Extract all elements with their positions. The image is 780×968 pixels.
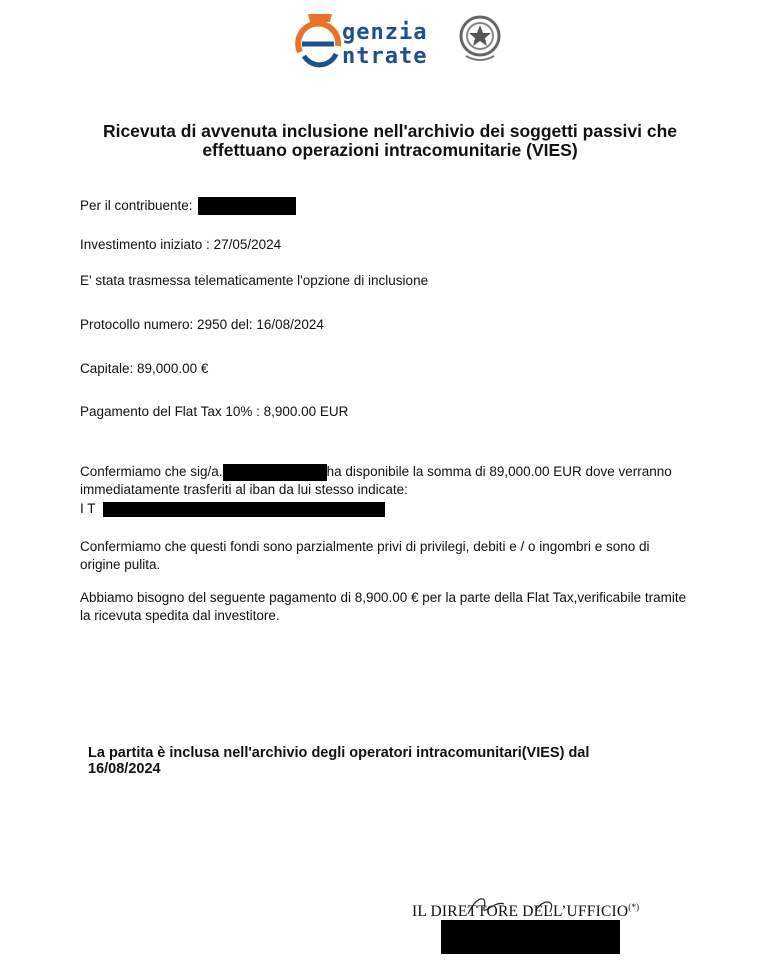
- contribuente-label: Per il contribuente:: [80, 198, 193, 213]
- director-signature: [412, 902, 639, 921]
- agenzia-entrate-logo-icon: [290, 10, 350, 70]
- fondi-puliti-paragraph: Confermiamo che questi fondi sono parzialmente privi di privilegi, debiti e / o ingombri e sono di origine pulita.: [80, 539, 650, 572]
- redacted-director-name: [441, 920, 620, 954]
- redacted-beneficiary-name: [223, 464, 327, 481]
- investimento-line: Investimento iniziato : 27/05/2024: [80, 237, 282, 252]
- pagamento-richiesto-paragraph: Abbiamo bisogno del seguente pagamento di 8,900.00 € per la parte della Flat Tax,verificabile tramite la ricevuta spedita dal investitore.: [80, 590, 687, 623]
- redacted-iban: [103, 502, 385, 517]
- trasmessa-line: E' stata trasmessa telematicamente l'opzione di inclusione: [80, 273, 429, 288]
- contribuente-line: [80, 197, 296, 215]
- signature-text: IL DIRETTORE DELL’UFFICIO: [412, 903, 629, 921]
- conferma-suffix: ha disponibile la somma di 89,000.00 EUR dove verranno immediatamente trasferiti al iban da lui stesso indicate:: [80, 464, 672, 497]
- iban-prefix: I T: [80, 501, 96, 516]
- conferma-prefix: Confermiamo che sig/a.: [80, 464, 223, 479]
- iban-line: [80, 500, 690, 518]
- document-title: Ricevuta di avvenuta inclusione nell'archivio dei soggetti passivi che effettuano operazioni intracomunitarie (VIES): [102, 121, 678, 160]
- agenzia-entrate-logo: [290, 10, 510, 70]
- logo-text-agenzia: genzia: [342, 20, 428, 45]
- protocollo-line: Protocollo numero: 2950 del: 16/08/2024: [80, 317, 324, 332]
- signature-mark: (*): [628, 902, 640, 912]
- conferma-fondi-paragraph: [80, 463, 690, 518]
- pagamento-line: Pagamento del Flat Tax 10% : 8,900.00 EUR: [80, 404, 349, 419]
- italian-republic-emblem-icon: [458, 12, 502, 64]
- redacted-contribuente-name: [198, 197, 296, 215]
- inclusion-statement: La partita è inclusa nell'archivio degli operatori intracomunitari(VIES) dal 16/08/2024: [88, 745, 590, 777]
- logo-text-entrate: ntrate: [342, 44, 428, 69]
- capitale-line: Capitale: 89,000.00 €: [80, 361, 209, 376]
